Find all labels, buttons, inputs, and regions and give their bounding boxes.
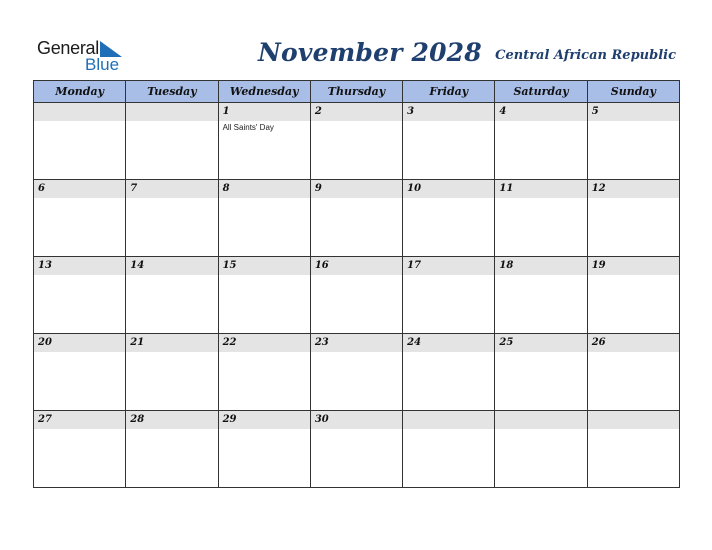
day-number: 22 xyxy=(222,337,237,348)
day-number: 7 xyxy=(130,183,138,194)
day-number-bar xyxy=(34,103,125,121)
day-number-bar xyxy=(34,411,125,429)
week-row xyxy=(34,411,680,488)
week-row xyxy=(34,103,680,180)
day-cell xyxy=(310,411,402,488)
day-number-bar xyxy=(495,257,586,275)
day-cell xyxy=(34,257,126,334)
day-number-bar xyxy=(495,103,586,121)
logo-blue-text: Blue xyxy=(85,55,120,74)
day-number: 28 xyxy=(130,414,145,425)
day-cell xyxy=(495,180,587,257)
day-number-bar xyxy=(219,411,310,429)
day-cell xyxy=(310,180,402,257)
day-cell xyxy=(126,334,218,411)
day-cell xyxy=(403,411,495,488)
weekday-header: Thursday xyxy=(310,81,402,103)
day-number-bar xyxy=(311,180,402,198)
day-cell xyxy=(218,334,310,411)
day-number-bar xyxy=(219,257,310,275)
day-number: 26 xyxy=(591,337,606,348)
day-cell xyxy=(403,334,495,411)
weekday-header: Monday xyxy=(34,81,126,103)
day-number: 11 xyxy=(499,183,514,194)
day-number-bar xyxy=(588,103,679,121)
weekday-header: Wednesday xyxy=(218,81,310,103)
day-number: 15 xyxy=(222,260,237,271)
day-number: 29 xyxy=(222,414,237,425)
day-number-bar xyxy=(219,334,310,352)
week-row xyxy=(34,257,680,334)
day-number-bar xyxy=(126,411,217,429)
day-cell xyxy=(587,411,679,488)
day-number-bar xyxy=(311,411,402,429)
day-number: 3 xyxy=(407,106,415,117)
day-number-bar xyxy=(495,180,586,198)
day-number-bar xyxy=(588,257,679,275)
day-cell xyxy=(34,411,126,488)
day-cell xyxy=(218,411,310,488)
day-number-bar xyxy=(403,103,494,121)
day-cell xyxy=(126,103,218,180)
day-number: 19 xyxy=(591,260,606,271)
day-cell xyxy=(126,180,218,257)
calendar-title: November 2028 xyxy=(258,38,482,67)
day-number: 5 xyxy=(591,106,599,117)
day-number-bar xyxy=(34,180,125,198)
day-cell xyxy=(403,257,495,334)
day-number: 17 xyxy=(407,260,422,271)
day-cell xyxy=(587,334,679,411)
day-number: 30 xyxy=(314,414,329,425)
day-cell xyxy=(218,257,310,334)
day-number-bar xyxy=(403,180,494,198)
weekday-header: Tuesday xyxy=(126,81,218,103)
day-number-bar xyxy=(495,411,586,429)
week-row xyxy=(34,334,680,411)
day-cell xyxy=(34,103,126,180)
day-number-bar xyxy=(219,180,310,198)
day-cell xyxy=(495,411,587,488)
day-number: 23 xyxy=(314,337,329,348)
day-number-bar xyxy=(126,257,217,275)
day-number-bar xyxy=(588,334,679,352)
day-number-bar xyxy=(403,411,494,429)
day-number-bar xyxy=(126,180,217,198)
day-number: 6 xyxy=(38,183,45,194)
day-number-bar xyxy=(403,334,494,352)
day-cell xyxy=(310,103,402,180)
day-number-bar xyxy=(311,257,402,275)
day-number-bar xyxy=(126,103,217,121)
day-number: 9 xyxy=(314,183,322,194)
day-number: 20 xyxy=(38,337,52,348)
day-cell xyxy=(126,411,218,488)
day-cell xyxy=(218,103,310,180)
day-number-bar xyxy=(219,103,310,121)
logo-general-text: General xyxy=(37,38,99,58)
generalblue-logo xyxy=(37,38,137,74)
day-number-bar xyxy=(126,334,217,352)
day-number-bar xyxy=(311,103,402,121)
day-cell xyxy=(587,257,679,334)
weekday-header: Friday xyxy=(403,81,495,103)
weekday-header: Sunday xyxy=(587,81,679,103)
day-cell xyxy=(218,180,310,257)
country-name: Central African Republic xyxy=(495,48,676,63)
week-row xyxy=(34,180,680,257)
day-cell xyxy=(34,334,126,411)
day-number: 24 xyxy=(407,337,422,348)
day-number: 8 xyxy=(222,183,230,194)
day-number: 4 xyxy=(499,106,507,117)
day-number: 10 xyxy=(407,183,422,194)
day-cell xyxy=(34,180,126,257)
day-cell xyxy=(495,103,587,180)
day-number: 21 xyxy=(130,337,145,348)
day-number-bar xyxy=(495,334,586,352)
day-number: 16 xyxy=(314,260,329,271)
day-number: 25 xyxy=(499,337,514,348)
day-number-bar xyxy=(403,257,494,275)
day-cell xyxy=(310,257,402,334)
day-cell xyxy=(310,334,402,411)
weekday-header-row xyxy=(34,81,680,103)
day-number: 18 xyxy=(499,260,514,271)
day-number: 14 xyxy=(130,260,145,271)
day-number-bar xyxy=(311,334,402,352)
day-number: 12 xyxy=(591,183,606,194)
weekday-header: Saturday xyxy=(495,81,587,103)
day-cell xyxy=(126,257,218,334)
calendar-grid xyxy=(33,80,680,488)
day-cell xyxy=(587,180,679,257)
holiday-label: All Saints' Day xyxy=(222,123,274,132)
day-cell xyxy=(495,334,587,411)
day-cell xyxy=(403,180,495,257)
day-number-bar xyxy=(34,334,125,352)
day-cell xyxy=(587,103,679,180)
day-number: 27 xyxy=(38,414,52,425)
day-number: 13 xyxy=(38,260,52,271)
day-number: 2 xyxy=(314,106,322,117)
day-cell xyxy=(495,257,587,334)
day-number-bar xyxy=(588,411,679,429)
day-number-bar xyxy=(34,257,125,275)
day-number-bar xyxy=(588,180,679,198)
day-cell xyxy=(403,103,495,180)
day-number: 1 xyxy=(222,106,230,117)
